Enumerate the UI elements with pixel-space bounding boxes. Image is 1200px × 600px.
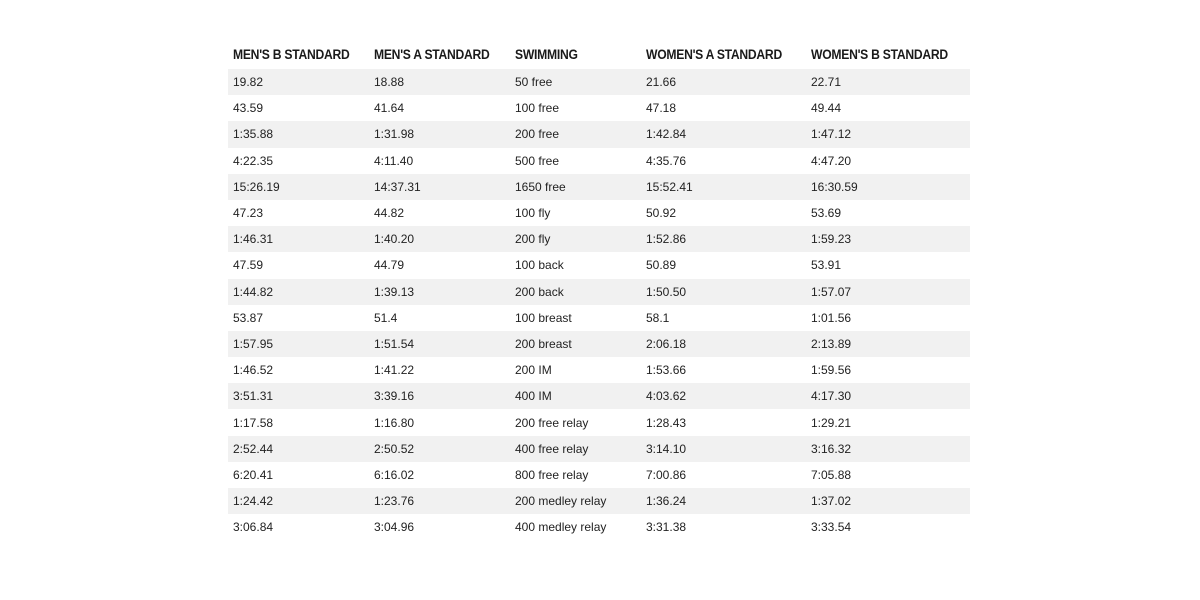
event-name-cell: 200 fly xyxy=(510,226,641,252)
mens-b-time-cell: 1:57.95 xyxy=(228,331,369,357)
table-row xyxy=(228,95,970,121)
mens-b-time-cell: 15:26.19 xyxy=(228,174,369,200)
event-name-cell: 500 free xyxy=(510,148,641,174)
table-row xyxy=(228,462,970,488)
mens-b-time-cell: 1:46.31 xyxy=(228,226,369,252)
table-row xyxy=(228,331,970,357)
womens-a-time-cell: 1:53.66 xyxy=(641,357,806,383)
womens-b-time-cell: 1:29.21 xyxy=(806,409,970,435)
table-row xyxy=(228,409,970,435)
womens-a-time-cell: 21.66 xyxy=(641,69,806,95)
womens-a-time-cell: 15:52.41 xyxy=(641,174,806,200)
table-row xyxy=(228,279,970,305)
mens-a-time-cell: 1:41.22 xyxy=(369,357,510,383)
mens-b-time-cell: 3:51.31 xyxy=(228,383,369,409)
mens-a-time-cell: 1:39.13 xyxy=(369,279,510,305)
womens-a-time-cell: 1:52.86 xyxy=(641,226,806,252)
mens-b-time-cell: 1:46.52 xyxy=(228,357,369,383)
mens-a-time-cell: 1:31.98 xyxy=(369,121,510,147)
mens-b-time-cell: 47.59 xyxy=(228,252,369,278)
womens-b-time-cell: 7:05.88 xyxy=(806,462,970,488)
mens-b-time-cell: 1:44.82 xyxy=(228,279,369,305)
womens-a-time-cell: 50.92 xyxy=(641,200,806,226)
mens-a-time-cell: 41.64 xyxy=(369,95,510,121)
table-row xyxy=(228,305,970,331)
header-row xyxy=(228,40,970,69)
womens-b-time-cell: 1:47.12 xyxy=(806,121,970,147)
header-mens-b-standard: MEN'S B STANDARD xyxy=(233,47,350,62)
table-row xyxy=(228,148,970,174)
table-row xyxy=(228,252,970,278)
womens-a-time-cell: 1:42.84 xyxy=(641,121,806,147)
mens-a-time-cell: 14:37.31 xyxy=(369,174,510,200)
table-row xyxy=(228,436,970,462)
mens-b-time-cell: 1:24.42 xyxy=(228,488,369,514)
event-name-cell: 800 free relay xyxy=(510,462,641,488)
womens-a-time-cell: 50.89 xyxy=(641,252,806,278)
womens-b-time-cell: 3:16.32 xyxy=(806,436,970,462)
womens-b-time-cell: 3:33.54 xyxy=(806,514,970,540)
event-name-cell: 100 fly xyxy=(510,200,641,226)
table-row xyxy=(228,121,970,147)
mens-a-time-cell: 1:40.20 xyxy=(369,226,510,252)
womens-b-time-cell: 4:47.20 xyxy=(806,148,970,174)
womens-b-time-cell: 1:59.56 xyxy=(806,357,970,383)
mens-a-time-cell: 2:50.52 xyxy=(369,436,510,462)
mens-a-time-cell: 44.82 xyxy=(369,200,510,226)
event-name-cell: 1650 free xyxy=(510,174,641,200)
womens-a-time-cell: 7:00.86 xyxy=(641,462,806,488)
table-body xyxy=(228,69,970,540)
table-row xyxy=(228,226,970,252)
event-name-cell: 100 back xyxy=(510,252,641,278)
header-swimming: SWIMMING xyxy=(515,47,578,62)
womens-a-time-cell: 47.18 xyxy=(641,95,806,121)
mens-a-time-cell: 44.79 xyxy=(369,252,510,278)
event-name-cell: 200 back xyxy=(510,279,641,305)
mens-b-time-cell: 1:35.88 xyxy=(228,121,369,147)
event-name-cell: 200 breast xyxy=(510,331,641,357)
event-name-cell: 400 medley relay xyxy=(510,514,641,540)
event-name-cell: 200 free relay xyxy=(510,409,641,435)
mens-b-time-cell: 1:17.58 xyxy=(228,409,369,435)
womens-a-time-cell: 1:28.43 xyxy=(641,409,806,435)
womens-a-time-cell: 4:35.76 xyxy=(641,148,806,174)
mens-b-time-cell: 3:06.84 xyxy=(228,514,369,540)
womens-b-time-cell: 4:17.30 xyxy=(806,383,970,409)
event-name-cell: 100 free xyxy=(510,95,641,121)
mens-a-time-cell: 1:16.80 xyxy=(369,409,510,435)
swimming-standards-table xyxy=(228,40,970,540)
header-womens-b-standard: WOMEN'S B STANDARD xyxy=(811,47,948,62)
mens-b-time-cell: 43.59 xyxy=(228,95,369,121)
womens-b-time-cell: 1:57.07 xyxy=(806,279,970,305)
table-row xyxy=(228,383,970,409)
womens-b-time-cell: 1:01.56 xyxy=(806,305,970,331)
table-row xyxy=(228,200,970,226)
event-name-cell: 200 IM xyxy=(510,357,641,383)
mens-a-time-cell: 6:16.02 xyxy=(369,462,510,488)
mens-b-time-cell: 2:52.44 xyxy=(228,436,369,462)
event-name-cell: 400 free relay xyxy=(510,436,641,462)
womens-a-time-cell: 1:50.50 xyxy=(641,279,806,305)
table-row xyxy=(228,174,970,200)
header-womens-a-standard: WOMEN'S A STANDARD xyxy=(646,47,782,62)
mens-b-time-cell: 19.82 xyxy=(228,69,369,95)
womens-b-time-cell: 2:13.89 xyxy=(806,331,970,357)
womens-a-time-cell: 58.1 xyxy=(641,305,806,331)
womens-b-time-cell: 22.71 xyxy=(806,69,970,95)
mens-a-time-cell: 1:23.76 xyxy=(369,488,510,514)
table-row xyxy=(228,69,970,95)
mens-a-time-cell: 4:11.40 xyxy=(369,148,510,174)
event-name-cell: 50 free xyxy=(510,69,641,95)
event-name-cell: 200 medley relay xyxy=(510,488,641,514)
event-name-cell: 100 breast xyxy=(510,305,641,331)
womens-a-time-cell: 4:03.62 xyxy=(641,383,806,409)
mens-a-time-cell: 3:04.96 xyxy=(369,514,510,540)
mens-b-time-cell: 4:22.35 xyxy=(228,148,369,174)
womens-a-time-cell: 2:06.18 xyxy=(641,331,806,357)
womens-a-time-cell: 3:31.38 xyxy=(641,514,806,540)
mens-a-time-cell: 51.4 xyxy=(369,305,510,331)
womens-b-time-cell: 53.69 xyxy=(806,200,970,226)
mens-b-time-cell: 47.23 xyxy=(228,200,369,226)
table-row xyxy=(228,514,970,540)
womens-b-time-cell: 1:37.02 xyxy=(806,488,970,514)
event-name-cell: 200 free xyxy=(510,121,641,147)
womens-a-time-cell: 3:14.10 xyxy=(641,436,806,462)
header-mens-a-standard: MEN'S A STANDARD xyxy=(374,47,490,62)
womens-b-time-cell: 49.44 xyxy=(806,95,970,121)
womens-b-time-cell: 53.91 xyxy=(806,252,970,278)
table-row xyxy=(228,488,970,514)
mens-b-time-cell: 53.87 xyxy=(228,305,369,331)
womens-b-time-cell: 16:30.59 xyxy=(806,174,970,200)
mens-a-time-cell: 3:39.16 xyxy=(369,383,510,409)
table-row xyxy=(228,357,970,383)
mens-a-time-cell: 18.88 xyxy=(369,69,510,95)
mens-b-time-cell: 6:20.41 xyxy=(228,462,369,488)
event-name-cell: 400 IM xyxy=(510,383,641,409)
mens-a-time-cell: 1:51.54 xyxy=(369,331,510,357)
womens-b-time-cell: 1:59.23 xyxy=(806,226,970,252)
womens-a-time-cell: 1:36.24 xyxy=(641,488,806,514)
